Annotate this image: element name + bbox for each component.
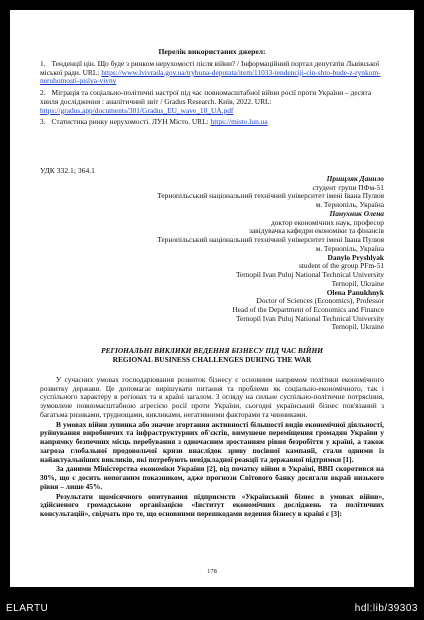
author-affiliation-line: Ternopil, Ukraine (331, 278, 384, 288)
article-title-uk: РЕГІОНАЛЬНІ ВИКЛИКИ ВЕДЕННЯ БІЗНЕСУ ПІД ЧАС ВІЙНИ (101, 346, 323, 355)
reference-item (40, 60, 384, 86)
author-name: Danylo Pryshlyak (327, 252, 384, 262)
author-affiliation-line: Head of the Department of Economics and Finance (232, 305, 384, 315)
author-affiliation-line: Тернопільський національний технічний університет імені Івана Пулюя (157, 235, 384, 245)
author-affiliation-line: м. Тернопіль, Україна (315, 200, 384, 210)
references-list (40, 60, 384, 130)
udc-code: УДК 332.1; 364.1 (40, 166, 95, 175)
author-affiliation-line: доктор економічних наук, професор (270, 217, 384, 227)
author-affiliation-line: Ternopil Ivan Puluj National Technical University (235, 270, 384, 280)
author-affiliation-line: Doctor of Sciences (Economics), Professor (256, 296, 384, 306)
reference-number: 1. (40, 59, 46, 68)
article-body (40, 376, 384, 520)
body-paragraph: В умовах війни зупинка або значне згортання активності більшості видів економічної діяльності, руйнування виробничих та інфраструктурних об'єктів, вимушене переміщення громадян України у напрямку безпечних місць перебування з одночасним зростанням рівня безробіття у країні, а також загроза глобальної продовольчої кризи внаслідок зриву посівної кампанії, стали одними із найактуальніших викликів, які потребують невідкладної реакції та державної підтримки [1]. (40, 419, 384, 464)
reference-link[interactable]: https://gradus.app/documents/301/Gradus_EU_wave_10_UA.pdf (40, 105, 234, 115)
reference-link[interactable]: https://misto.lun.ua (210, 117, 268, 127)
author-affiliation-line: м. Тернопіль, Україна (315, 243, 384, 253)
author-affiliation-line: Ternopil Ivan Puluj National Technical University (235, 313, 384, 323)
author-affiliation-line: student of the group PFm-51 (299, 261, 384, 271)
author-name: Olena Panukhnyk (326, 287, 384, 297)
reference-text: Статистика ринку нерухомості. ЛУН Місто. URL: (51, 117, 211, 127)
document-page (10, 10, 414, 587)
reference-text: Тенденції цін. Що буде з ринком нерухомості після війни? / Інформаційний портал депутатів Львівської міської ради. URL: (40, 59, 380, 77)
author-affiliation-line: завідувачка кафедри економіки та фінансів (248, 226, 384, 236)
reference-number: 2. (40, 88, 46, 98)
author-affiliation-line: студент групи ПФм-51 (312, 182, 384, 192)
reference-item (40, 89, 384, 115)
references-title: Перелік використаних джерел: (158, 47, 266, 56)
reference-text: Міграція та соціально-політичні настрої під час повномасштабної війни росії проти України – десята хвиля дослідження : аналітичний звіт / Gradus Research. Київ, 2022. URL: (40, 88, 372, 106)
article-title-en: REGIONAL BUSINESS CHALLENGES DURING THE WAR (112, 355, 312, 364)
authors-block (44, 175, 384, 332)
footer-handle: hdl:lib/39303 (354, 603, 418, 614)
body-paragraph: У сучасних умовах господарювання розвиток бізнесу є основним напрямом політики економічного розвитку держави. Це допомагає вирішувати питання та проблеми як соціально-економічного, так і суспільного характеру в регіонах та в країні загалом. З огляду на сильне суспільно-політичне потрясіння, зумовлене повномасштабною агресією росії проти України, сьогодні український бізнес пов'язаний з багатьма ризиками, труднощами, викликами, негативними факторами та чинниками. (40, 375, 384, 419)
author-name: Панухник Олена (329, 208, 384, 218)
body-paragraph: Результати щомісячного опитування підприємств «Український бізнес в умовах війни», здійсненого громадською організацією «Інститут економічних досліджень та політичних консультацій», свідчать про те, що основними перешкодами ведення бізнесу в країні є [3]: (40, 491, 384, 519)
author-affiliation-line: Ternopil, Ukraine (331, 322, 384, 332)
reference-link[interactable]: https://www.lvivrada.gov.ua/trybuna-deputata/item/11033-tendenciji-cin-shto-bude-z-rynkom-neruhomosti-pislya-viyny (40, 67, 381, 86)
footer-repository-name: ELARTU (6, 603, 49, 614)
body-paragraph: За даними Міністерства економіки України [2], від початку війни в Україні, ВВП скоротився на 30%, що є досить непоганим показником, адже прогнози Світового банку досягали вкрай низького рівня – лише 45%. (40, 464, 384, 491)
author-affiliation-line: Тернопільський національний технічний університет імені Івана Пулюя (157, 191, 384, 201)
page-number: 178 (207, 568, 217, 575)
author-name: Прищляк Данило (326, 174, 384, 183)
reference-item (40, 118, 384, 127)
reference-number: 3. (40, 117, 46, 127)
